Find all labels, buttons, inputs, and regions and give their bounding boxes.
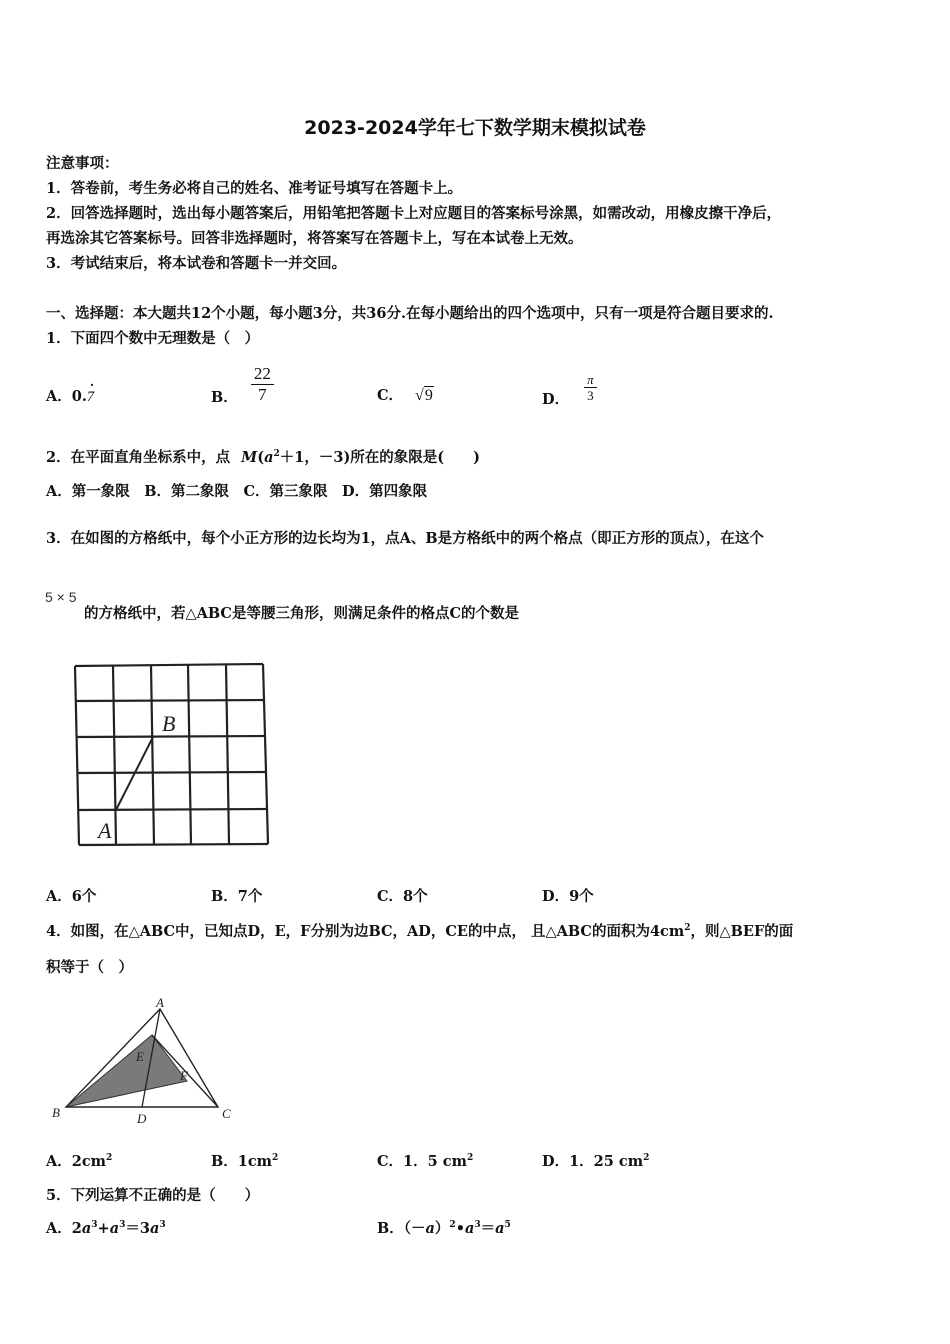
- q1-b-label: B．: [211, 389, 238, 406]
- q5-a-label: A．: [46, 1220, 72, 1237]
- q4-stem-line-2: 积等于（ ）: [46, 959, 133, 976]
- q5-b-exp-3: 5: [504, 1220, 511, 1231]
- q1-option-a: [46, 378, 95, 406]
- q3-option-b: B．7个: [211, 888, 263, 905]
- q4-option-a: [46, 1150, 112, 1171]
- q5-b-equals: ＝: [480, 1220, 496, 1237]
- q4-option-d-text: D．1．25 cm: [542, 1153, 644, 1170]
- q4-option-c-exponent: 2: [466, 1153, 474, 1164]
- q3-label-b: B: [162, 711, 176, 736]
- q5-b-close: ）: [434, 1220, 450, 1237]
- q5-option-b: [377, 1217, 511, 1238]
- q4-option-b-exponent: 2: [272, 1153, 279, 1164]
- q4-stem-line-1: [46, 920, 793, 941]
- notice-item-2: 2．回答选择题时，选出每小题答案后，用铅笔把答题卡上对应题目的答案标号涂黑，如需改动，用橡皮擦干净后，: [46, 205, 782, 222]
- q3-option-d: D．9个: [542, 888, 594, 905]
- notice-item-1: 1．答卷前，考生务必将自己的姓名、准考证号填写在答题卡上。: [46, 180, 463, 197]
- q1-d-fraction: [584, 372, 597, 403]
- q3-option-a: A．6个: [46, 888, 97, 905]
- q5-b-var-3: a: [495, 1220, 505, 1237]
- q2-stem-post: ＋1，－3)所在的象限是( ): [279, 449, 481, 466]
- q3-grid-figure: [60, 655, 340, 855]
- q4-label-f: F: [180, 1068, 188, 1083]
- q5-a-exp-1: 3: [91, 1220, 98, 1231]
- q5-stem: 5．下列运算不正确的是（ ）: [46, 1187, 260, 1204]
- q5-b-open: （－: [403, 1220, 426, 1237]
- q3-option-c: C．8个: [377, 888, 428, 905]
- q1-option-c: [377, 384, 434, 405]
- q4-label-d: D: [137, 1111, 147, 1126]
- q1-option-b: [211, 362, 274, 407]
- q1-c-label: C．: [377, 387, 404, 404]
- q4-shaded-triangle-bef: [66, 1035, 187, 1107]
- q2-point-name: M: [241, 449, 258, 466]
- q3-stem-line-2: 的方格纸中，若△ABC是等腰三角形，则满足条件的格点C的个数是: [84, 605, 520, 622]
- q5-a-plus: +: [97, 1220, 110, 1237]
- section-heading: 一、选择题：本大题共12个小题，每小题3分，共36分.在每小题给出的四个选项中，只有一项是符合题目要求的.: [46, 305, 774, 322]
- q1-d-label: D．: [542, 391, 570, 408]
- q4-option-a-exponent: 2: [106, 1153, 113, 1164]
- q1-a-value: 0.: [71, 388, 87, 405]
- notice-heading: 注意事项：: [46, 155, 119, 172]
- q5-b-dot: •: [455, 1220, 465, 1237]
- q3-stem-line-1: 3．在如图的方格纸中，每个小正方形的边长均为1，点A、B是方格纸中的两个格点（即正方形的顶点），在这个: [46, 530, 764, 547]
- q4-label-c: C: [222, 1106, 231, 1121]
- q5-b-label: B．: [377, 1220, 404, 1237]
- q2-exponent: 2: [273, 449, 280, 460]
- q3-label-a: A: [98, 818, 112, 843]
- q1-a-repeating-digit: [86, 378, 95, 406]
- q2-options: A．第一象限 B．第二象限 C．第三象限 D．第四象限: [46, 483, 428, 500]
- q4-stem-post: ，则△BEF的面: [690, 923, 794, 940]
- q4-option-b-text: B．1cm: [211, 1153, 273, 1170]
- q4-stem-exponent: 2: [684, 923, 691, 934]
- q1-c-radicand: 9: [424, 387, 433, 404]
- q1-option-d: [542, 366, 597, 409]
- page-title: 2023-2024学年七下数学期末模拟试卷: [304, 117, 646, 139]
- q4-stem-pre: 4．如图，在△ABC中，已知点D，E，F分别为边BC，AD，CE的中点， 且△ABC的面积为4cm: [46, 923, 685, 940]
- q5-b-var-2: a: [464, 1220, 475, 1237]
- notice-item-3: 3．考试结束后，将本试卷和答题卡一并交回。: [46, 255, 347, 272]
- q1-a-label: A．: [46, 388, 72, 405]
- q1-stem: 1．下面四个数中无理数是（ ）: [46, 330, 260, 347]
- q3-grid-size: 5 × 5: [45, 589, 77, 605]
- q2-stem-pre: 2．在平面直角坐标系中，点: [46, 449, 231, 466]
- q5-a-var-3: a: [149, 1220, 160, 1237]
- q4-label-a: A: [156, 995, 164, 1010]
- q4-option-a-text: A．2cm: [46, 1153, 107, 1170]
- q4-triangle-figure: [46, 995, 246, 1130]
- q2-stem: [46, 446, 480, 467]
- q1-c-radical-sign: √: [415, 387, 424, 404]
- q5-b-exp-1: 2: [449, 1220, 456, 1231]
- q1-b-numerator: 22: [251, 364, 274, 385]
- q5-a-coef-1: 2: [71, 1220, 82, 1237]
- q5-a-exp-3: 3: [159, 1220, 166, 1231]
- notice-item-2-cont: 再选涂其它答案标号。回答非选择题时，将答案写在答题卡上，写在本试卷上无效。: [46, 230, 583, 247]
- q5-a-var-2: a: [109, 1220, 120, 1237]
- q5-option-a: [46, 1217, 166, 1238]
- q4-label-b: B: [52, 1105, 60, 1120]
- q2-paren-open: (: [257, 449, 265, 466]
- q4-option-d-exponent: 2: [643, 1153, 650, 1164]
- q1-a-repeat-text: 7: [86, 389, 95, 405]
- q1-b-fraction: [251, 364, 274, 405]
- q5-a-equals: ＝3: [125, 1220, 150, 1237]
- q1-a-repeat-dot: ·: [89, 378, 95, 392]
- q5-a-exp-2: 3: [119, 1220, 126, 1231]
- q4-label-e: E: [136, 1049, 144, 1064]
- q5-a-var-1: a: [81, 1220, 92, 1237]
- q5-b-var-1: a: [425, 1220, 435, 1237]
- q1-d-denominator: 3: [587, 388, 594, 403]
- q2-variable: a: [264, 449, 274, 466]
- q4-option-d: [542, 1150, 649, 1171]
- q1-d-numerator: π: [584, 372, 597, 388]
- q1-b-denominator: 7: [258, 385, 267, 404]
- q4-option-b: [211, 1150, 278, 1171]
- q5-b-exp-2: 3: [474, 1220, 481, 1231]
- q4-option-c-text: C．1．5 cm: [377, 1153, 467, 1170]
- q4-option-c: [377, 1150, 473, 1171]
